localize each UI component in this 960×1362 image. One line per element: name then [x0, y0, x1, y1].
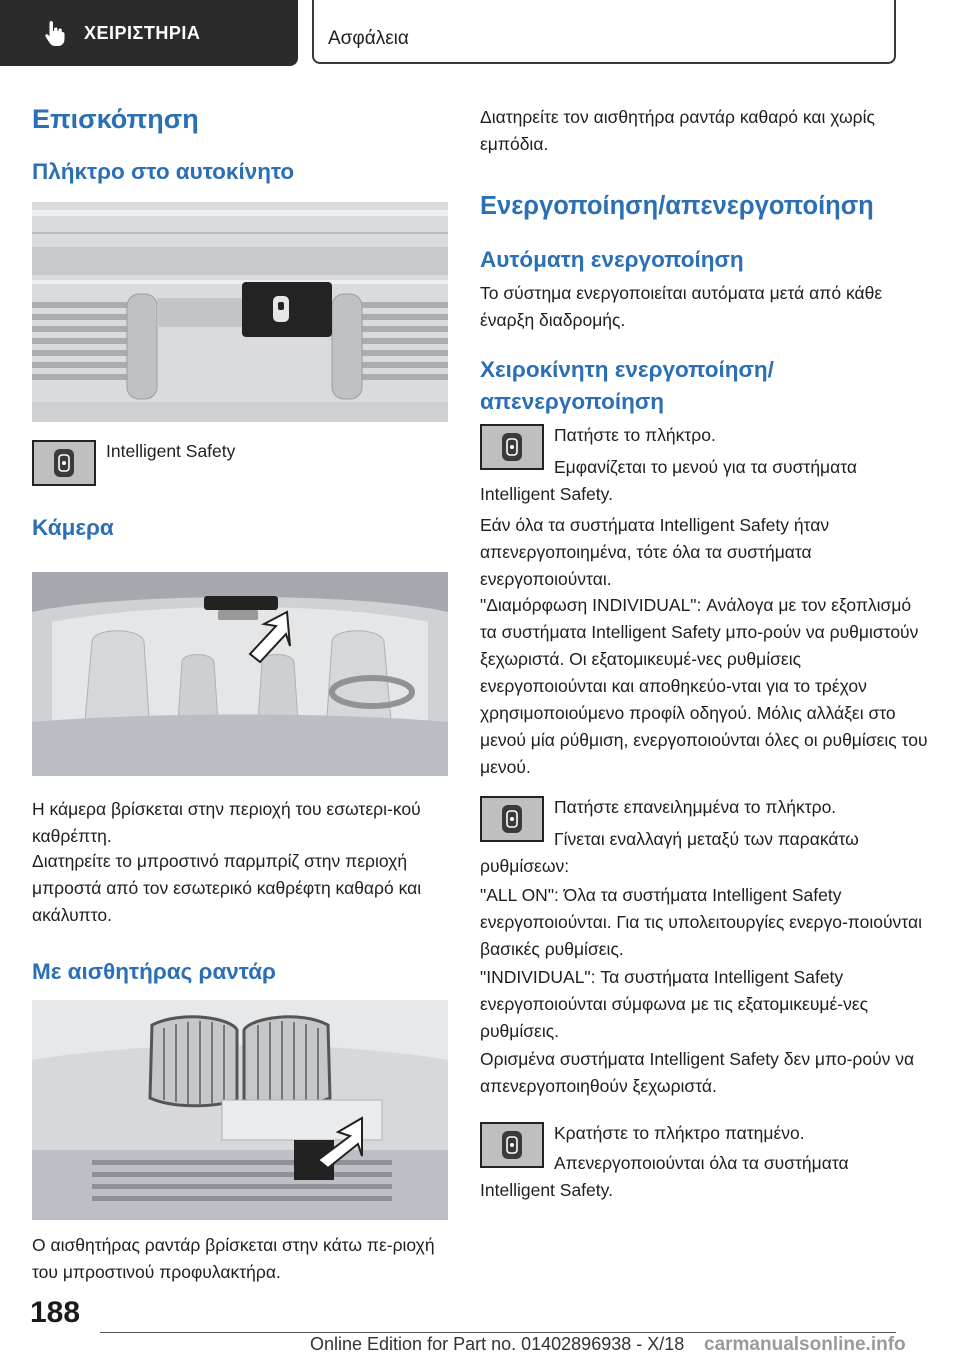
step2-all-on: "ALL ON": Όλα τα συστήματα Intelligent Safety ενεργοποιούνται. Για τις υπολειτουργίες ενεργο-ποιούνται βασικές ρυθμίσεις.	[480, 885, 922, 959]
step3-all-off: Απενεργοποιούνται όλα τα συστήματα Intelligent Safety.	[480, 1153, 849, 1200]
hand-pointer-icon	[40, 18, 70, 48]
step1-press: Πατήστε το πλήκτρο.	[554, 425, 716, 445]
camera-figure	[32, 572, 448, 776]
camera-title: Κάμερα	[32, 515, 114, 540]
auto-title: Αυτόματη ενεργοποίηση	[480, 247, 744, 272]
auto-paragraph: Το σύστημα ενεργοποιείται αυτόματα μετά από κάθε έναρξη διαδρομής.	[480, 283, 883, 330]
page-number: 188	[30, 1296, 81, 1329]
manual-tab-label: ΧΕΙΡΙΣΤΗΡΙΑ	[84, 22, 201, 43]
step3-hold: Κρατήστε το πλήκτρο πατημένο.	[554, 1123, 805, 1143]
key-title: Πλήκτρο στο αυτοκίνητο	[32, 159, 295, 184]
onoff-title: Ενεργοποίηση/απενεργοποίηση	[480, 192, 874, 220]
camera-paragraph-1: Η κάμερα βρίσκεται στην περιοχή του εσωτερι-κού καθρέπτη.	[32, 799, 421, 846]
step2-note: Ορισμένα συστήματα Intelligent Safety δεν μπο-ρούν να απενεργοποιηθούν ξεχωριστά.	[480, 1049, 915, 1096]
radar-paragraph-1: Ο αισθητήρας ραντάρ βρίσκεται στην κάτω πε-ριοχή του μπροστινού προφυλακτήρα.	[32, 1235, 435, 1282]
step2-toggle: Γίνεται εναλλαγή μεταξύ των παρακάτω ρυθμίσεων:	[480, 829, 859, 876]
footer-divider	[100, 1332, 896, 1333]
radar-title: Με αισθητήρας ραντάρ	[32, 959, 276, 984]
dashboard-button-figure	[32, 202, 448, 422]
bumper-illustration	[32, 1000, 448, 1220]
dashboard-illustration	[32, 202, 448, 422]
step1-all-off: Εάν όλα τα συστήματα Intelligent Safety ήταν απενεργοποιημένα, τότε όλα τα συστήματα ενεργοποιούνται.	[480, 515, 830, 589]
section-tab-label: Ασφάλεια	[328, 28, 409, 49]
camera-paragraph-2: Διατηρείτε το μπροστινό παρμπρίζ στην περιοχή μπροστά από τον εσωτερικό καθρέφτη καθαρό και ακάλυπτο.	[32, 851, 422, 925]
overview-title: Επισκόπηση	[32, 104, 199, 134]
footer-edition: Online Edition for Part no. 01402896938 - X/18	[310, 1334, 685, 1354]
keep-clean-paragraph: Διατηρείτε τον αισθητήρα ραντάρ καθαρό και χωρίς εμπόδια.	[480, 107, 875, 154]
key-caption: Intelligent Safety	[106, 441, 236, 461]
step1-menu: Εμφανίζεται το μενού για τα συστήματα Intelligent Safety.	[480, 457, 858, 504]
radar-figure	[32, 1000, 448, 1220]
manual-tab[interactable]	[0, 0, 298, 66]
section-tab[interactable]	[312, 0, 896, 64]
watermark: carmanualsonline.info	[704, 1334, 906, 1355]
step1-individual: "Διαμόρφωση INDIVIDUAL": Ανάλογα με τον εξοπλισμό τα συστήματα Intelligent Safety μπο-ρούν να ρυθμιστούν ξεχωριστά. Οι εξατομικευμέ-νες ρυθμίσεις ενεργοποιούνται και αποθηκεύο-νται για το τρέχον χρησιμοποιούμενο προφίλ οδηγού. Μόλις αλλάξει στο μενού μία ρύθμιση, ενεργοποιούνται όλες οι ρυθμίσεις του μενού.	[480, 595, 928, 777]
interior-illustration	[32, 572, 448, 776]
step2-individual: "INDIVIDUAL": Τα συστήματα Intelligent Safety ενεργοποιούνται σύμφωνα με τις εξατομικευμέ-νες ρυθμίσεις.	[480, 967, 869, 1041]
manual-title: Χειροκίνητη ενεργοποίηση/ απενεργοποίηση	[480, 357, 774, 414]
page-header	[0, 0, 960, 66]
step2-press-repeatedly: Πατήστε επανειλημμένα το πλήκτρο.	[554, 797, 837, 817]
intelligent-safety-button-icon	[32, 440, 96, 486]
